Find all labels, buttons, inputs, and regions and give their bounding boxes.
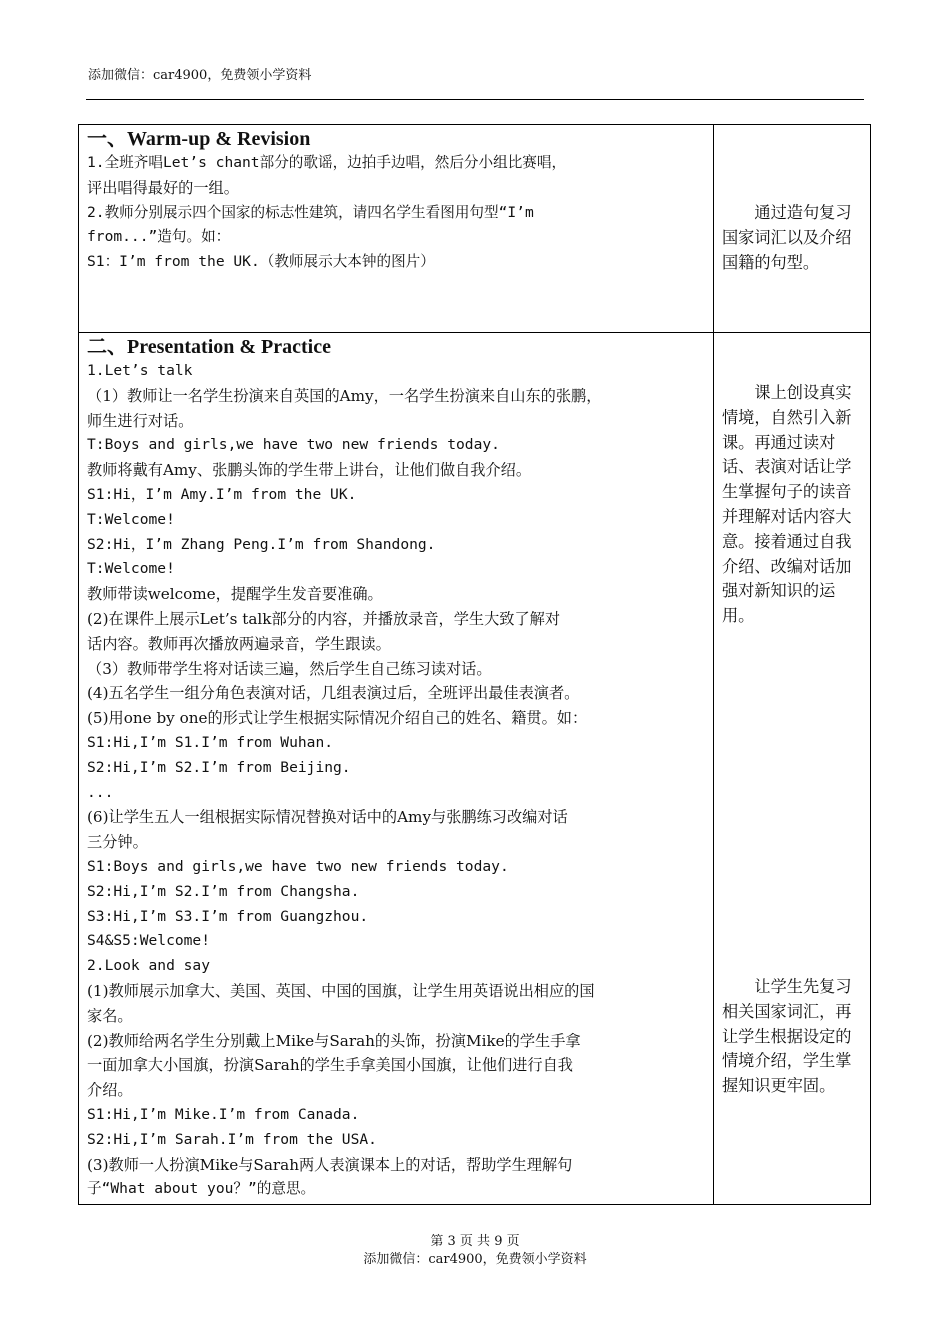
text-line: 2.教师分别展示四个国家的标志性建筑，请四名学生看图用句型“I’m (87, 203, 534, 221)
text-line: ... (87, 783, 114, 801)
text-line: 教师带读welcome，提醒学生发音要准确。 (87, 585, 383, 604)
text-line: （3）教师带学生将对话读三遍，然后学生自己练习读对话。 (87, 659, 492, 678)
text-line: S2:Hi,I’m Sarah.I’m from the USA. (87, 1130, 377, 1148)
section-title: 一、Warm-up & Revision (87, 128, 311, 150)
text-line: S1:Hi,I’m Mike.I’m from Canada. (87, 1105, 360, 1123)
presentation-content-cell (79, 333, 714, 1205)
side-note: 课上创设真实情境，自然引入新课。再通过读对话、表演对话让学生掌握句子的读音并理解对话内容大意。接着通过自我介绍、改编对话加强对新知识的运用。 (722, 383, 852, 626)
page-footer: 添加微信：car4900，免费领小学资料 (363, 1252, 587, 1267)
text-line: S1:Hi，I’m Amy.I’m from the UK. (87, 485, 357, 503)
text-line: (6)让学生五人一组根据实际情况替换对话中的Amy与张鹏练习改编对话 (87, 808, 568, 827)
text-line: S2:Hi，I’m Zhang Peng.I’m from Shandong. (87, 535, 436, 553)
text-line: 1.全班齐唱Let’s chant部分的歌谣，边拍手边唱，然后分小组比赛唱， (87, 154, 567, 171)
text-line: 话内容。教师再次播放两遍录音，学生跟读。 (87, 634, 391, 653)
side-note: 让学生先复习相关国家词汇，再让学生根据设定的情境介绍，学生掌握知识更牢固。 (722, 976, 852, 1096)
text-line: 家名。 (87, 1006, 133, 1025)
text-line: T:Boys and girls,we have two new friends today. (87, 436, 500, 454)
text-line: S1:Boys and girls,we have two new friends today. (87, 857, 509, 875)
text-line: 子“What about you？”的意思。 (87, 1180, 316, 1198)
presentation-note-cell (714, 333, 871, 1205)
table-row (79, 333, 871, 1205)
text-line: 介绍。 (87, 1081, 133, 1100)
text-line: S1：I’m from the UK.（教师展示大本钟的图片） (87, 253, 435, 271)
text-line: 评出唱得最好的一组。 (87, 178, 239, 197)
text-line: (2)在课件上展示Let’s talk部分的内容，并播放录音，学生大致了解对 (87, 609, 561, 628)
section-title: 二、Presentation & Practice (87, 336, 331, 358)
page-header: 添加微信：car4900，免费领小学资料 (88, 68, 312, 83)
text-line: S1:Hi,I’m S1.I’m from Wuhan. (87, 733, 334, 751)
text-line: S2:Hi,I’m S2.I’m from Beijing. (87, 758, 351, 776)
text-line: (4)五名学生一组分角色表演对话，几组表演过后，全班评出最佳表演者。 (87, 684, 580, 703)
text-line: (1)教师展示加拿大、美国、英国、中国的国旗，让学生用英语说出相应的国 (87, 981, 595, 1000)
text-line: S3:Hi,I’m S3.I’m from Guangzhou. (87, 907, 369, 925)
text-line: （1）教师让一名学生扮演来自英国的Amy，一名学生扮演来自山东的张鹏， (87, 386, 602, 405)
text-line: 教师将戴有Amy、张鹏头饰的学生带上讲台，让他们做自我介绍。 (87, 461, 532, 480)
text-line: 一面加拿大小国旗，扮演Sarah的学生手拿美国小国旗，让他们进行自我 (87, 1056, 573, 1075)
text-line: 1.Let’s talk (87, 362, 193, 379)
text-line: (2)教师给两名学生分别戴上Mike与Sarah的头饰，扮演Mike的学生手拿 (87, 1031, 581, 1050)
table-row (79, 125, 871, 333)
text-line: S4&S5:Welcome! (87, 932, 211, 950)
text-line: T:Welcome! (87, 560, 175, 578)
lesson-plan-table (78, 124, 871, 1205)
text-line: (5)用one by one的形式让学生根据实际情况介绍自己的姓名、籍贯。如： (87, 709, 588, 728)
text-line: from...”造句。如： (87, 228, 231, 246)
page-number: 第 3 页 共 9 页 (430, 1234, 520, 1249)
text-line: 2.Look and say (87, 957, 211, 975)
text-line: 师生进行对话。 (87, 411, 194, 430)
header-divider (86, 99, 864, 100)
warmup-content-cell (79, 125, 714, 333)
warmup-note-cell (714, 125, 871, 333)
text-line: T:Welcome! (87, 510, 175, 528)
text-line: 三分钟。 (87, 833, 148, 852)
text-line: (3)教师一人扮演Mike与Sarah两人表演课本上的对话，帮助学生理解句 (87, 1155, 573, 1174)
side-note: 通过造句复习国家词汇以及介绍国籍的句型。 (722, 203, 852, 272)
text-line: S2:Hi,I’m S2.I’m from Changsha. (87, 882, 360, 900)
